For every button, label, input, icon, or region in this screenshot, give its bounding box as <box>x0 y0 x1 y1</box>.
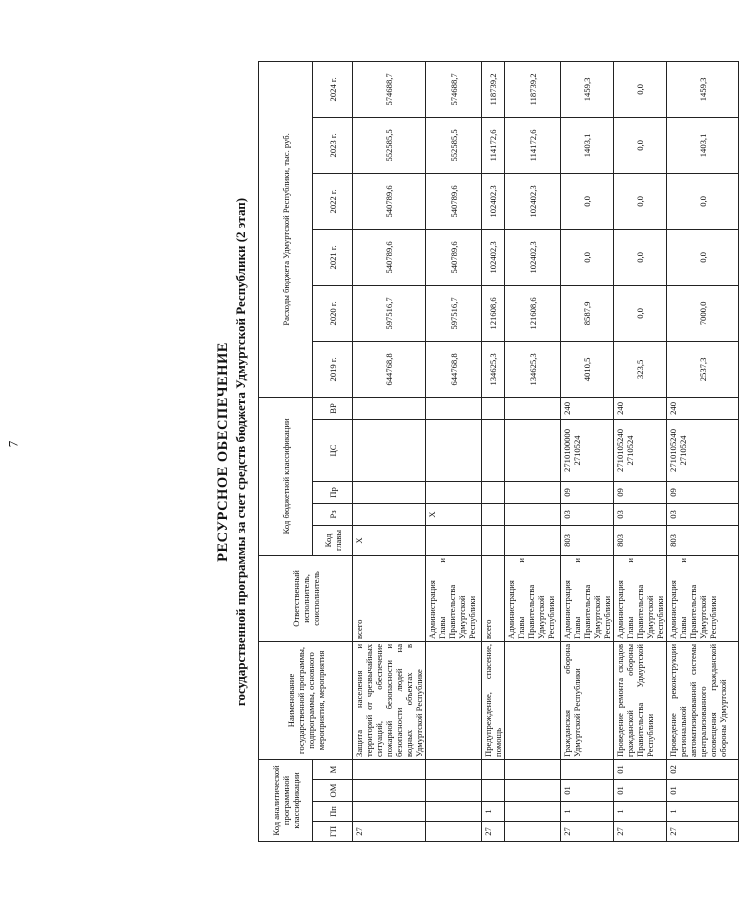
cell-value: 0,0 <box>614 173 667 229</box>
cell-pr <box>505 481 561 503</box>
cell-kod: 803 <box>614 525 667 555</box>
table-body <box>353 61 739 841</box>
cell-value: 540789,6 <box>426 229 482 285</box>
header-cs: ЦС <box>313 419 353 481</box>
cell-value: 540789,6 <box>426 173 482 229</box>
header-year-2020: 2020 г. <box>313 285 353 341</box>
table-row <box>426 61 482 841</box>
cell-rz: 03 <box>667 503 739 525</box>
cell-value: 121608,6 <box>505 285 561 341</box>
cell-value: 0,0 <box>614 117 667 173</box>
cell-value: 0,0 <box>561 229 614 285</box>
rotated-page-content <box>214 62 728 842</box>
cell-gp: 27 <box>561 822 614 842</box>
cell-m <box>505 759 561 779</box>
cell-om: 01 <box>614 780 667 802</box>
cell-value: 134625,3 <box>482 341 505 397</box>
cell-om <box>482 780 505 802</box>
cell-value: 0,0 <box>667 229 739 285</box>
cell-cs <box>353 419 426 481</box>
cell-value: 102402,3 <box>505 173 561 229</box>
cell-m: 01 <box>614 759 667 779</box>
header-pp: Пп <box>313 802 353 822</box>
table-row <box>482 61 505 841</box>
cell-pp: 1 <box>482 802 505 822</box>
table-row <box>667 61 739 841</box>
header-name: Наименование государственной программы, подпрограммы, основного мероприятия, мероприятия <box>259 641 353 759</box>
cell-cs <box>482 419 505 481</box>
cell-value: 121608,6 <box>482 285 505 341</box>
cell-value: 1459,3 <box>667 61 739 117</box>
cell-kod: 803 <box>667 525 739 555</box>
cell-value: 134625,3 <box>505 341 561 397</box>
cell-name: Проведение ремонта складов гражданской обороны Правительства Удмуртской Республики <box>614 641 667 759</box>
cell-value: 552585,5 <box>426 117 482 173</box>
header-expenses: Расходы бюджета Удмуртской Республики, тыс. руб. <box>259 61 313 397</box>
cell-value: 597516,7 <box>426 285 482 341</box>
cell-value: 540789,6 <box>353 173 426 229</box>
cell-value: 644768,8 <box>353 341 426 397</box>
header-executor: Ответственный исполнитель, соисполнитель <box>259 555 353 641</box>
cell-value: 118739,2 <box>505 61 561 117</box>
document-title: РЕСУРСНОЕ ОБЕСПЕЧЕНИЕ <box>215 342 231 562</box>
cell-pr <box>482 481 505 503</box>
cell-gp: 27 <box>482 822 505 842</box>
header-rz: Рз <box>313 503 353 525</box>
cell-name <box>505 641 561 759</box>
header-year-2024: 2024 г. <box>313 61 353 117</box>
cell-m <box>426 759 482 779</box>
cell-vr <box>353 397 426 419</box>
cell-executor: Администрация Главы и Правительства Удмуртской Республики <box>561 555 614 641</box>
cell-kod <box>482 525 505 555</box>
table-row <box>505 61 561 841</box>
table-row <box>353 61 426 841</box>
cell-m: 02 <box>667 759 739 779</box>
cell-value: 323,5 <box>614 341 667 397</box>
cell-cs <box>426 419 482 481</box>
cell-m <box>353 759 426 779</box>
cell-cs: 2710105240 2710524 <box>667 419 739 481</box>
header-analytic-code: Код аналитической программной классификации <box>259 759 313 841</box>
header-pr: Пр <box>313 481 353 503</box>
cell-name: Проведение реконструкции региональной автоматизированной системы централизованного оповещения гражданской обороны Удмуртской <box>667 641 739 759</box>
resource-table <box>258 61 739 842</box>
cell-pp: 1 <box>561 802 614 822</box>
cell-value: 118739,2 <box>482 61 505 117</box>
cell-value: 4010,5 <box>561 341 614 397</box>
cell-vr: 240 <box>561 397 614 419</box>
cell-value: 114172,6 <box>482 117 505 173</box>
cell-value: 7000,0 <box>667 285 739 341</box>
cell-vr <box>505 397 561 419</box>
cell-executor: Администрация Главы и Правительства Удмуртской Республики <box>426 555 482 641</box>
cell-value: 574688,7 <box>353 61 426 117</box>
header-kod-glavy: Код главы <box>313 525 353 555</box>
cell-rz: 03 <box>614 503 667 525</box>
cell-pp <box>505 802 561 822</box>
cell-name: Гражданская оборона Удмуртской Республики <box>561 641 614 759</box>
cell-cs: 2710105240 2710524 <box>614 419 667 481</box>
header-vr: ВР <box>313 397 353 419</box>
cell-kod: 803 <box>561 525 614 555</box>
cell-value: 0,0 <box>667 173 739 229</box>
cell-pr: 09 <box>561 481 614 503</box>
cell-rz: 03 <box>561 503 614 525</box>
cell-kod <box>505 525 561 555</box>
cell-name <box>426 641 482 759</box>
cell-gp: 27 <box>667 822 739 842</box>
cell-value: 8587,9 <box>561 285 614 341</box>
cell-vr <box>482 397 505 419</box>
cell-rz <box>482 503 505 525</box>
cell-name: Предупреждение, спасение, помощь <box>482 641 505 759</box>
cell-rz: Х <box>426 503 482 525</box>
cell-om <box>426 780 482 802</box>
cell-value: 1459,3 <box>561 61 614 117</box>
cell-gp: 27 <box>614 822 667 842</box>
cell-value: 102402,3 <box>505 229 561 285</box>
cell-pp: 1 <box>614 802 667 822</box>
cell-rz <box>353 503 426 525</box>
cell-pr: 09 <box>614 481 667 503</box>
cell-executor: Администрация Главы и Правительства Удмуртской Республики <box>614 555 667 641</box>
header-m: М <box>313 759 353 779</box>
cell-m <box>561 759 614 779</box>
cell-executor: всего <box>482 555 505 641</box>
table-row <box>614 61 667 841</box>
cell-value: 0,0 <box>614 61 667 117</box>
cell-vr <box>426 397 482 419</box>
cell-value: 0,0 <box>561 173 614 229</box>
heading <box>214 62 252 842</box>
cell-pp <box>426 802 482 822</box>
cell-gp: 27 <box>353 822 426 842</box>
document-subtitle: государственной программы за счет средств бюджета Удмуртской Республики (2 этап) <box>233 197 248 707</box>
cell-cs <box>505 419 561 481</box>
header-row-1 <box>259 61 313 841</box>
header-gp: ГП <box>313 822 353 842</box>
cell-gp <box>426 822 482 842</box>
header-budget-code: Код бюджетной классификации <box>259 397 313 555</box>
cell-executor: Администрация Главы и Правительства Удмуртской Республики <box>505 555 561 641</box>
header-year-2019: 2019 г. <box>313 341 353 397</box>
cell-value: 0,0 <box>614 285 667 341</box>
header-year-2022: 2022 г. <box>313 173 353 229</box>
cell-pr: 09 <box>667 481 739 503</box>
cell-executor: Администрация Главы и Правительства Удмуртской Республики <box>667 555 739 641</box>
cell-vr: 240 <box>667 397 739 419</box>
page-number: 7 <box>5 440 21 448</box>
cell-executor: всего <box>353 555 426 641</box>
cell-om <box>353 780 426 802</box>
cell-vr: 240 <box>614 397 667 419</box>
cell-gp <box>505 822 561 842</box>
cell-pr <box>353 481 426 503</box>
cell-om: 01 <box>667 780 739 802</box>
cell-value: 102402,3 <box>482 229 505 285</box>
header-year-2023: 2023 г. <box>313 117 353 173</box>
cell-value: 574688,7 <box>426 61 482 117</box>
cell-value: 644768,8 <box>426 341 482 397</box>
cell-value: 540789,6 <box>353 229 426 285</box>
cell-value: 0,0 <box>614 229 667 285</box>
cell-kod <box>426 525 482 555</box>
cell-rz <box>505 503 561 525</box>
cell-cs: 2710100000 2710524 <box>561 419 614 481</box>
cell-value: 102402,3 <box>482 173 505 229</box>
cell-pr <box>426 481 482 503</box>
header-om: ОМ <box>313 780 353 802</box>
cell-kod: Х <box>353 525 426 555</box>
table-row <box>561 61 614 841</box>
cell-value: 1403,1 <box>561 117 614 173</box>
cell-name: Защита населения и территорий от чрезвычайных ситуаций, обеспечение пожарной безопасности и безопасности людей на водных объектах в Удмуртской Республике <box>353 641 426 759</box>
cell-value: 597516,7 <box>353 285 426 341</box>
cell-m <box>482 759 505 779</box>
cell-pp <box>353 802 426 822</box>
cell-om <box>505 780 561 802</box>
cell-pp: 1 <box>667 802 739 822</box>
cell-value: 2537,3 <box>667 341 739 397</box>
cell-value: 552585,5 <box>353 117 426 173</box>
cell-value: 1403,1 <box>667 117 739 173</box>
cell-value: 114172,6 <box>505 117 561 173</box>
header-year-2021: 2021 г. <box>313 229 353 285</box>
cell-om: 01 <box>561 780 614 802</box>
